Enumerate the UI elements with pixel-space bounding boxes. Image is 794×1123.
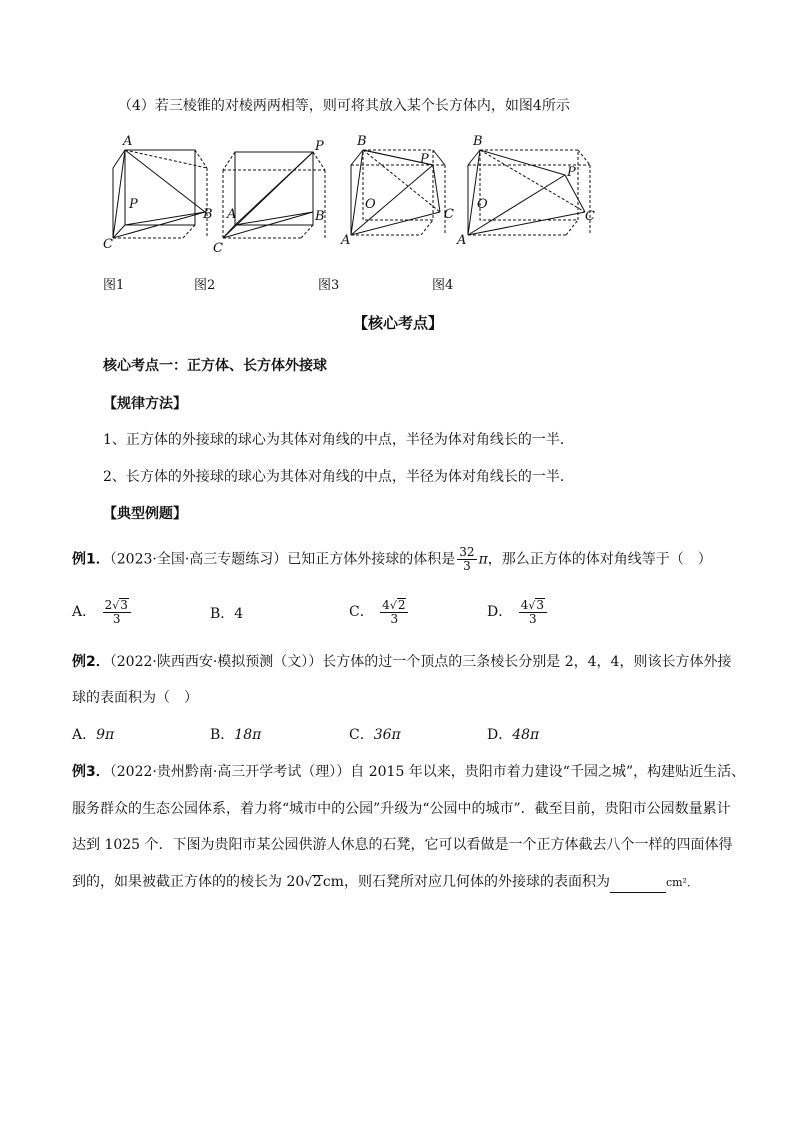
example-1-text-before: （2023·全国·高三专题练习）已知正方体外接球的体积是 bbox=[109, 551, 456, 568]
fig4-label-A: A bbox=[457, 233, 467, 248]
intro-line: （4）若三棱锥的对棱两两相等，则可将其放入某个长方体内，如图4所示 bbox=[118, 98, 570, 114]
option-fraction: $\frac{4√2}{3}$ bbox=[380, 598, 408, 626]
figure-4-cuboid bbox=[468, 150, 590, 235]
option-value: 9π bbox=[96, 727, 115, 743]
fig3-label-O: O bbox=[365, 197, 376, 212]
caption-fig3: 图3 bbox=[318, 278, 340, 293]
figure-1-cuboid bbox=[113, 150, 207, 238]
line4-before: 到的，如果被截正方体的的棱长为 20 bbox=[72, 874, 305, 890]
example-1-stem bbox=[72, 546, 712, 573]
example-1-label: 例1． bbox=[72, 551, 110, 568]
fraction-numerator: 32 bbox=[459, 545, 475, 559]
radicand: 3 bbox=[536, 598, 544, 612]
fig1-label-B: B bbox=[203, 207, 213, 222]
line4-mid: cm，则石凳所对应几何体的外接球的表面积为 bbox=[322, 874, 610, 890]
caption-fig4: 图4 bbox=[432, 278, 454, 293]
example-1-option-d bbox=[487, 598, 549, 626]
fig1-label-P: P bbox=[129, 197, 138, 212]
example-3-line-3: 达到 1025 个．下图为贵阳市某公园供游人休息的石凳，它可以看做是一个正方体截去八个一样的四面体得 bbox=[72, 837, 733, 853]
caption-fig1: 图1 bbox=[103, 278, 125, 293]
fig2-label-C: C bbox=[213, 241, 223, 256]
option-key: B． bbox=[210, 606, 235, 622]
fig3-label-C: C bbox=[444, 207, 454, 222]
fraction-denominator: 3 bbox=[463, 559, 471, 573]
example-3-line-1 bbox=[72, 762, 745, 782]
example-2-label: 例2． bbox=[72, 654, 110, 670]
option-fraction: $\frac{2√3}{3}$ bbox=[103, 598, 131, 626]
example-2-line-2: 球的表面积为（ ） bbox=[72, 690, 198, 706]
example-1-fraction bbox=[457, 546, 476, 573]
example-2-option-a bbox=[72, 725, 114, 745]
option-value: 48π bbox=[512, 727, 540, 743]
method-item-2: 2、长方体的外接球的球心为其体对角线的中点，半径为体对角线长的一半． bbox=[103, 469, 574, 485]
figures-row bbox=[95, 130, 615, 260]
example-3-text: （2022·贵州黔南·高三开学考试（理））自 2015 年以来，贵阳市着力建设“千园之城”，构建贴近生活、 bbox=[109, 764, 746, 780]
example-2-option-c bbox=[349, 725, 401, 745]
coef: 4 bbox=[382, 598, 390, 612]
option-key: C． bbox=[349, 727, 374, 743]
fig2-label-P: P bbox=[315, 139, 324, 154]
fig4-label-C: C bbox=[585, 209, 595, 224]
option-value: 4 bbox=[234, 606, 244, 622]
example-1-option-b bbox=[210, 604, 243, 624]
fig3-label-A: A bbox=[341, 233, 351, 248]
section-title: 【核心考点】 bbox=[353, 314, 444, 332]
option-key: D． bbox=[487, 727, 513, 743]
method-item-1: 1、正方体的外接球的球心为其体对角线的中点，半径为体对角线长的一半． bbox=[103, 432, 574, 448]
pi-symbol: π bbox=[478, 551, 488, 568]
example-1-option-c bbox=[349, 598, 410, 626]
option-value: 18π bbox=[234, 727, 262, 743]
option-key: D． bbox=[487, 604, 513, 620]
example-2-option-d bbox=[487, 725, 539, 745]
unit: cm²． bbox=[665, 876, 698, 889]
fig2-label-B: B bbox=[315, 209, 325, 224]
examples-heading: 【典型例题】 bbox=[103, 506, 187, 522]
radicand: 2 bbox=[397, 598, 406, 612]
example-2-text: （2022·陕西西安·模拟预测（文））长方体的过一个顶点的三条棱长分别是 2，4，4，则该长方体外接 bbox=[109, 654, 732, 670]
option-key: B． bbox=[210, 727, 235, 743]
example-3-line-2: 服务群众的生态公园体系，着力将“城市中的公园”升级为“公园中的城市”．截至目前，贵阳市公园数量累计 bbox=[72, 801, 731, 817]
option-key: A． bbox=[72, 727, 97, 743]
option-key: C． bbox=[349, 604, 374, 620]
coef: 2 bbox=[104, 598, 113, 612]
fig4-label-B: B bbox=[473, 134, 483, 149]
den: 3 bbox=[112, 612, 121, 626]
answer-blank[interactable] bbox=[610, 878, 666, 893]
fig1-label-A: A bbox=[123, 134, 133, 149]
den: 3 bbox=[529, 612, 537, 626]
option-fraction: $\frac{4√3}{3}$ bbox=[519, 598, 547, 626]
den: 3 bbox=[390, 612, 399, 626]
figure-2-cuboid bbox=[223, 152, 325, 238]
method-heading: 【规律方法】 bbox=[103, 396, 187, 412]
option-value: 36π bbox=[373, 727, 401, 743]
core-point-heading: 核心考点一：正方体、长方体外接球 bbox=[103, 358, 327, 374]
fig1-label-C: C bbox=[103, 237, 113, 252]
example-1-option-a bbox=[72, 598, 133, 626]
fig4-label-O: O bbox=[477, 197, 488, 212]
example-2-option-b bbox=[210, 725, 261, 745]
coef: 4 bbox=[520, 598, 529, 612]
figure-3-cuboid bbox=[351, 150, 445, 235]
example-3-line-4: 到的，如果被截正方体的的棱长为 20√2cm，则石凳所对应几何体的外接球的表面积为 cm²． bbox=[72, 872, 698, 893]
radicand: 2 bbox=[312, 874, 322, 890]
example-3-label: 例3． bbox=[72, 764, 110, 780]
option-key: A． bbox=[72, 604, 97, 620]
example-2-line-1 bbox=[72, 652, 731, 672]
caption-fig2: 图2 bbox=[194, 278, 216, 293]
radicand: 3 bbox=[120, 598, 128, 612]
example-1-text-after: ，那么正方体的体对角线等于（ ） bbox=[487, 551, 712, 568]
fig3-label-B: B bbox=[357, 134, 367, 149]
fig3-label-P: P bbox=[420, 152, 429, 167]
fig2-label-A: A bbox=[227, 207, 237, 222]
fig4-label-P: P bbox=[567, 165, 576, 180]
